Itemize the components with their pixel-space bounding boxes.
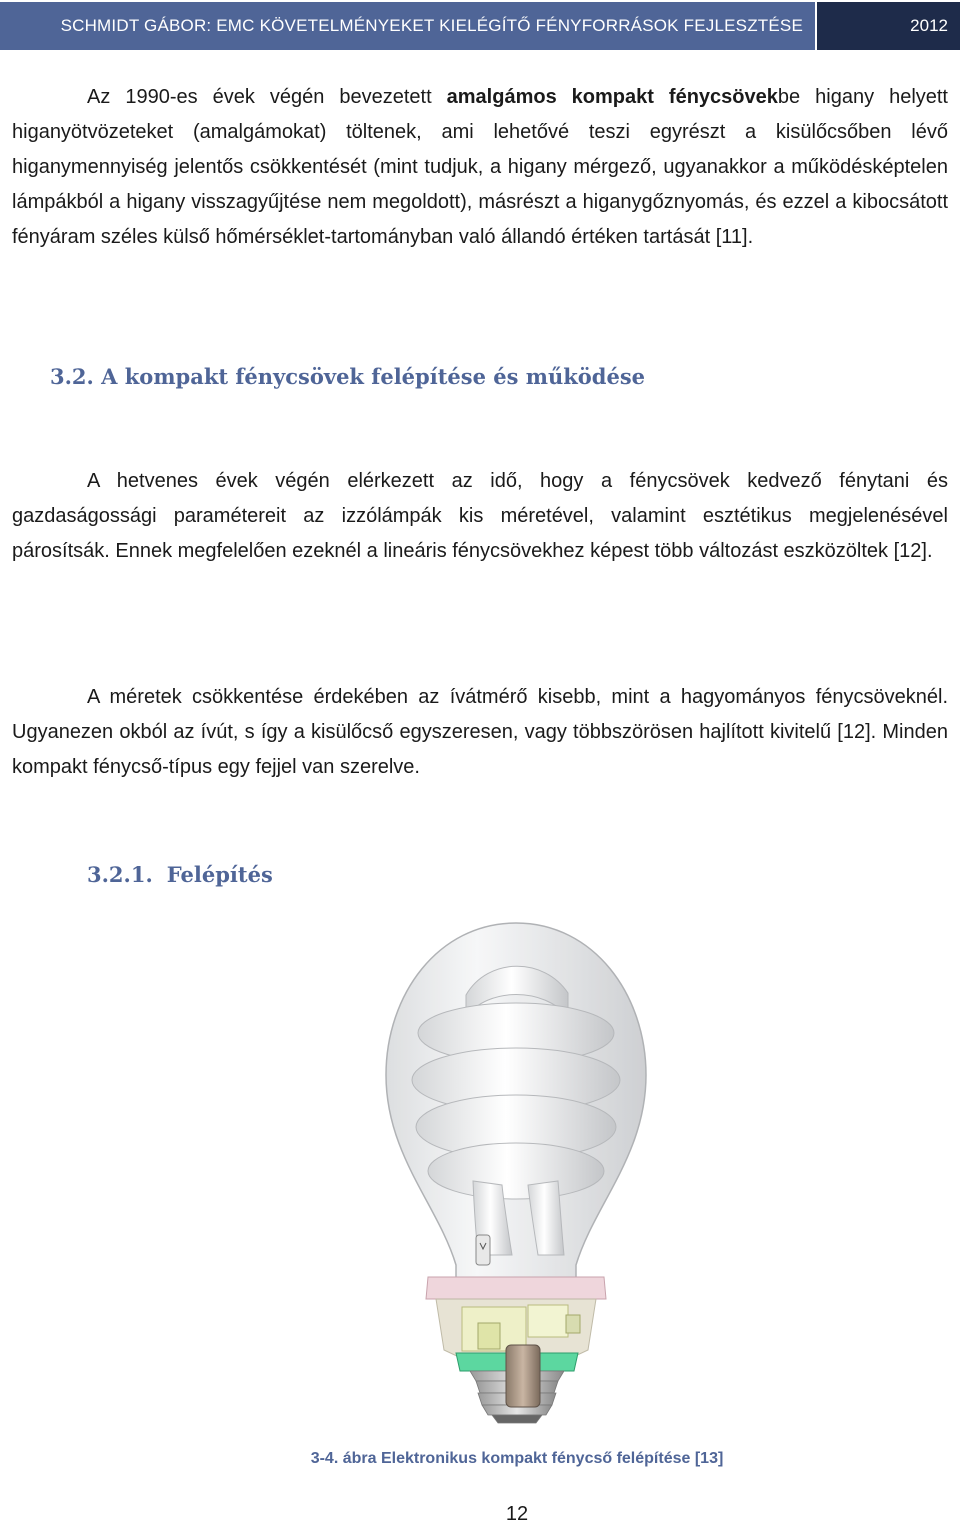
subsection-heading [87, 862, 273, 887]
figure-caption: 3-4. ábra Elektronikus kompakt fénycső felépítése [13] [310, 1450, 724, 1467]
paragraph-amalgam [12, 80, 948, 255]
paragraph-dimensions [12, 680, 948, 785]
capacitor [506, 1345, 540, 1407]
page-header [0, 0, 960, 50]
paragraph-history [12, 464, 948, 569]
header-title: SCHMIDT GÁBOR: EMC KÖVETELMÉNYEKET KIELÉGÍTŐ FÉNYFORRÁSOK FEJLESZTÉSE [0, 2, 815, 50]
section-heading: 3.2. A kompakt fénycsövek felépítése és működése [50, 364, 646, 389]
bold-term: amalgámos kompakt fénycsövek [446, 86, 778, 108]
paragraph-text: A hetvenes évek végén elérkezett az idő, hogy a fénycsövek kedvező fénytani és gazdaságossági paramétereit az izzólámpák kis méretével, valamint esztétikus megjelenésével párosítsák. Ennek megfelelően ezeknél a lineáris fénycsövekhez képest több változást eszközöltek [12]. [12, 470, 948, 562]
subsection-number: 3.2.1. [87, 862, 153, 887]
paragraph-text: A méretek csökkentése érdekében az ívátmérő kisebb, mint a hagyományos fénycsöveknél. Ugyanezen okból az ívút, s így a kisülőcső egyszeresen, vagy többszörösen hajlított kivitelű [12]. Minden kompakt fénycső-típus egy fejjel van szerelve. [12, 686, 948, 778]
page-number: 12 [505, 1503, 529, 1525]
header-year: 2012 [817, 2, 960, 50]
cfl-illustration [378, 905, 654, 1425]
paragraph-text: Az 1990-es évek végén bevezetett [87, 86, 447, 108]
cfl-cutaway-figure [378, 905, 654, 1425]
subsection-title: Felépítés [166, 862, 273, 887]
filament-stem [476, 1235, 490, 1265]
base-ring [426, 1277, 606, 1299]
paragraph-text: be higany helyett higanyötvözeteket (amalgámokat) töltenek, ami lehetővé teszi egyrészt a kisülőcsőben lévő higanymennyiség jelentős csökkentését (mint tudjuk, a higany mérgező, ugyanakkor a működésképtelen lámpákból a higany visszagyűjtése nem megoldott), másrészt a higanygőznyomás, és ezzel a kibocsátott fényáram széles külső hőmérséklet-tartományban való állandó értéken tartását [11]. [12, 86, 948, 248]
